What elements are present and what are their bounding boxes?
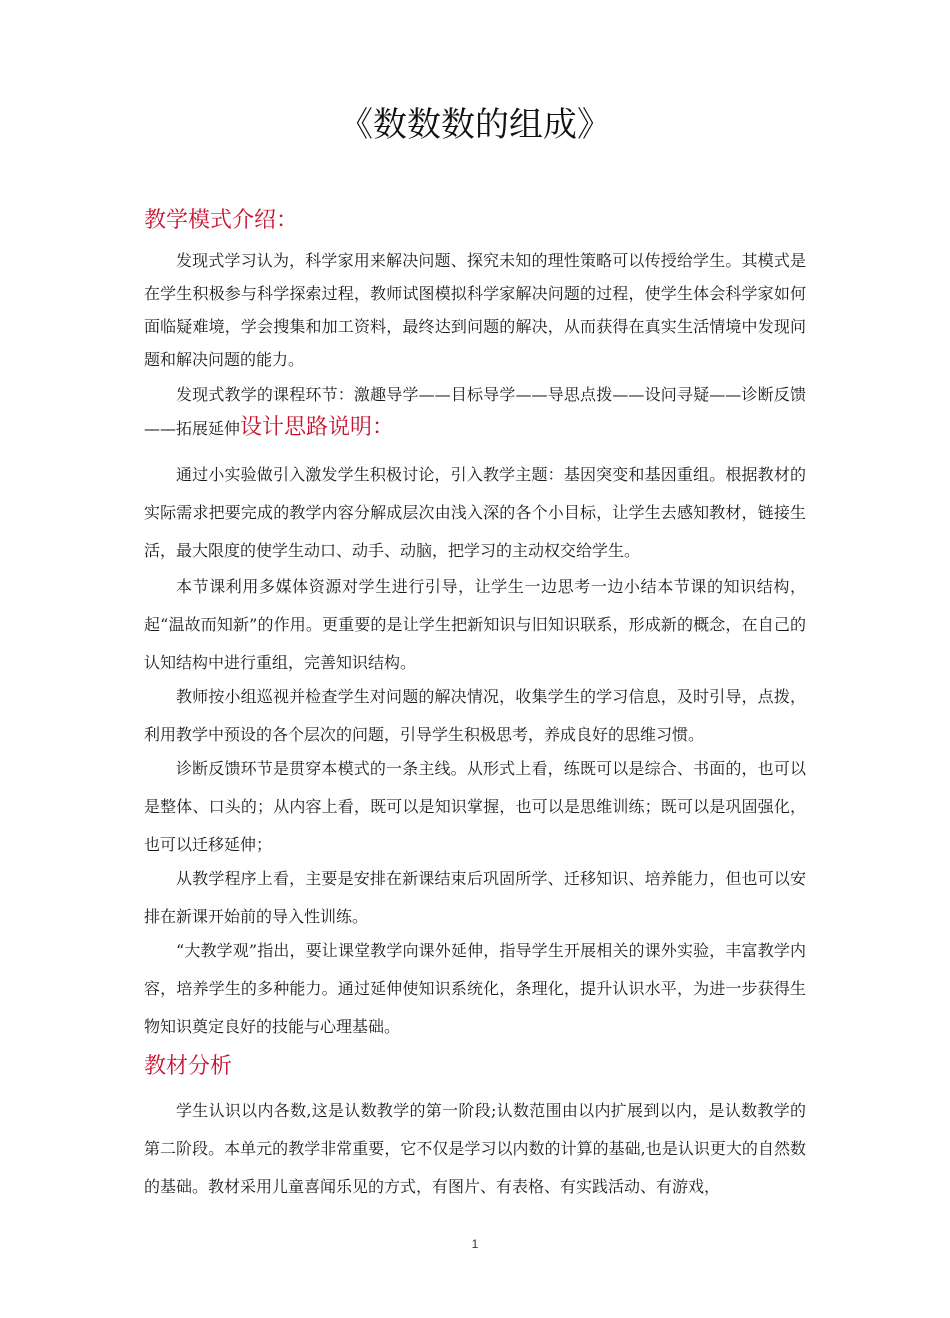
design-paragraph-5: 从教学程序上看，主要是安排在新课结束后巩固所学、迁移知识、培养能力，但也可以安排在新课开始前的导入性训练。 (144, 869, 806, 926)
design-paragraph-6: “大教学观”指出，要让课堂教学向课外延伸，指导学生开展相关的课外实验，丰富教学内容，培养学生的多种能力。通过延伸使知识系统化，条理化，提升认识水平，为进一步获得生物知识奠定良好的技能与心理基础。 (144, 941, 806, 1036)
design-paragraph-4: 诊断反馈环节是贯穿本模式的一条主线。从形式上看，练既可以是综合、书面的，也可以是整体、口头的；从内容上看，既可以是知识掌握，也可以是思维训练；既可以是巩固强化，也可以迁移延伸； (144, 759, 806, 854)
design-paragraph-1: 通过小实验做引入激发学生积极讨论，引入教学主题：基因突变和基因重组。根据教材的实际需求把要完成的教学内容分解成层次由浅入深的各个小目标，让学生去感知教材，链接生活，最大限度的使学生动口、动手、动脑，把学习的主动权交给学生。 (144, 465, 806, 560)
intro-heading: 教学模式介绍： (144, 208, 299, 233)
intro-paragraph-2-text: 发现式教学的课程环节：激趣导学——目标导学——导思点拨——设问寻疑——诊断反馈——拓展延伸 (144, 385, 806, 438)
page-number: 1 (471, 1237, 479, 1251)
design-paragraph-3: 教师按小组巡视并检查学生对问题的解决情况，收集学生的学习信息，及时引导，点拨，利用教学中预设的各个层次的问题，引导学生积极思考，养成良好的思维习惯。 (144, 687, 806, 744)
document-title: 《数数数的组成》 (339, 105, 611, 145)
design-heading: 设计思路说明： (240, 415, 395, 440)
intro-paragraph-2 (144, 378, 806, 445)
material-paragraph-1: 学生认识以内各数,这是认数教学的第一阶段;认数范围由以内扩展到以内，是认数教学的第二阶段。本单元的教学非常重要，它不仅是学习以内数的计算的基础,也是认识更大的自然数的基础。教材采用儿童喜闻乐见的方式，有图片、有表格、有实践活动、有游戏， (144, 1101, 806, 1196)
design-paragraph-2: 本节课利用多媒体资源对学生进行引导，让学生一边思考一边小结本节课的知识结构，起“温故而知新”的作用。更重要的是让学生把新知识与旧知识联系，形成新的概念，在自己的认知结构中进行重组，完善知识结构。 (144, 577, 806, 672)
material-heading: 教材分析 (144, 1054, 233, 1079)
intro-paragraph-1: 发现式学习认为，科学家用来解决问题、探究未知的理性策略可以传授给学生。其模式是在学生积极参与科学探索过程，教师试图模拟科学家解决问题的过程，使学生体会科学家如何面临疑难境，学会搜集和加工资料，最终达到问题的解决，从而获得在真实生活情境中发现问题和解决问题的能力。 (144, 251, 806, 369)
